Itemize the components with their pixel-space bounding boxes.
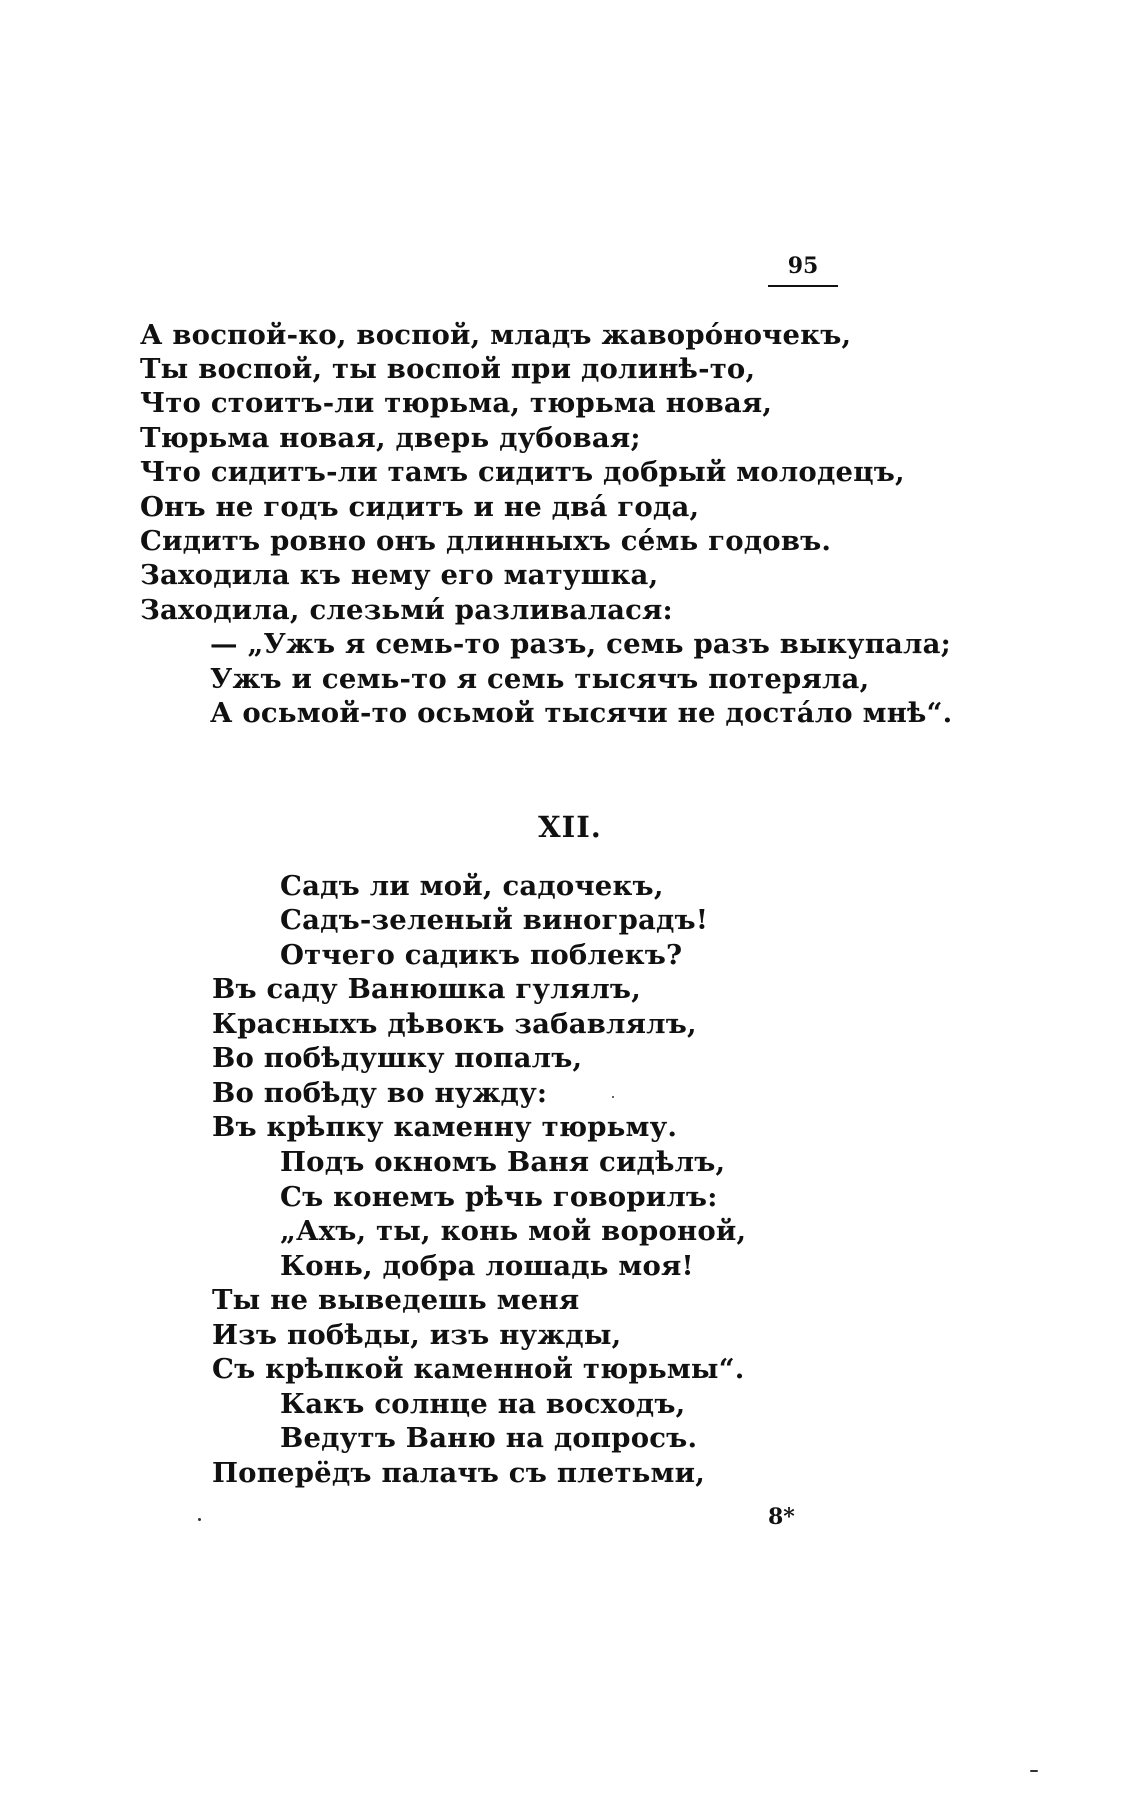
verse-line: Красныхъ дѣвокъ забавлялъ, xyxy=(212,1008,697,1040)
verse-line: А воспой-ко, воспой, младъ жаворо́ночекъ, xyxy=(140,319,852,351)
verse-line: Что стоитъ-ли тюрьма, тюрьма новая, xyxy=(140,387,773,419)
verse-line: Что сидитъ-ли тамъ сидитъ добрый молодецъ, xyxy=(140,456,905,488)
scan-speck xyxy=(1030,1770,1038,1772)
verse-line: Садъ ли мой, садочекъ, xyxy=(280,870,664,902)
verse-line: Тюрьма новая, дверь дубовая; xyxy=(140,422,641,454)
verse-line: — „Ужъ я семь-то разъ, семь разъ выкупала; xyxy=(210,628,952,660)
verse-line: Поперёдъ палачъ съ плетьми, xyxy=(212,1457,706,1489)
signature-mark: 8* xyxy=(768,1504,795,1530)
verse-line: Ужъ и семь-то я семь тысячъ потеряла, xyxy=(210,663,870,695)
verse-line: Съ крѣпкой каменной тюрьмы“. xyxy=(212,1353,745,1385)
page-number: 95 xyxy=(787,253,819,279)
verse-line: Заходила къ нему его матушка, xyxy=(140,559,659,591)
verse-line: Въ крѣпку каменну тюрьму. xyxy=(212,1111,678,1143)
verse-line: Отчего садикъ поблекъ? xyxy=(280,939,683,971)
verse-line: Въ саду Ванюшка гулялъ, xyxy=(212,973,641,1005)
page-number-rule xyxy=(768,285,838,287)
verse-line: Ты не выведешь меня xyxy=(212,1284,580,1316)
verse-line: Онъ не годъ сидитъ и не два́ года, xyxy=(140,491,700,523)
scan-speck xyxy=(198,1518,201,1521)
verse-line: Съ конемъ рѣчь говорилъ: xyxy=(280,1181,718,1213)
scan-speck xyxy=(612,1096,614,1098)
verse-line: Изъ побѣды, изъ нужды, xyxy=(212,1319,622,1351)
section-heading: XII. xyxy=(538,810,602,844)
verse-line: Ведутъ Ваню на допросъ. xyxy=(280,1422,698,1454)
verse-line: Конь, добра лошадь моя! xyxy=(280,1250,694,1282)
verse-line: А осьмой-то осьмой тысячи не доста́ло мнѣ“. xyxy=(210,697,953,729)
verse-line: Ты воспой, ты воспой при долинѣ-то, xyxy=(140,353,756,385)
verse-line: Садъ-зеленый виноградъ! xyxy=(280,904,709,936)
verse-line: Во побѣдушку попалъ, xyxy=(212,1042,583,1074)
verse-line: Сидитъ ровно онъ длинныхъ се́мь годовъ. xyxy=(140,525,832,557)
verse-line: Какъ солнце на восходъ, xyxy=(280,1388,686,1420)
verse-line: Подъ окномъ Ваня сидѣлъ, xyxy=(280,1146,726,1178)
verse-line: Во побѣду во нужду: xyxy=(212,1077,548,1109)
verse-line: „Ахъ, ты, конь мой вороной, xyxy=(280,1215,747,1247)
verse-line: Заходила, слезьми́ разливалася: xyxy=(140,594,673,626)
